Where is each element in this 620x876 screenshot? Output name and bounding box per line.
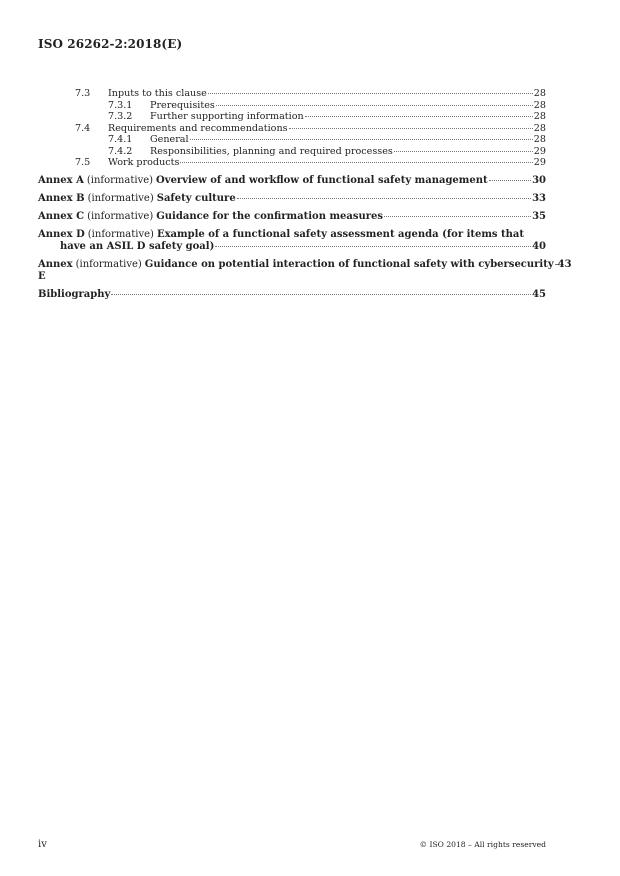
toc-entry-number: 7.4	[75, 122, 91, 134]
toc-entry-number: 7.3.1	[108, 99, 133, 111]
annex-page: 35	[532, 210, 546, 222]
annex-kind: (informative)	[86, 174, 154, 186]
dot-leader	[384, 216, 531, 217]
toc-entry[interactable]	[38, 123, 546, 135]
toc-entry-number: 7.4.1	[108, 134, 133, 145]
toc-entry-title: Work products	[108, 157, 180, 168]
document-id: ISO 26262-2:2018(E)	[38, 37, 183, 51]
toc-entry-page: 28	[533, 111, 546, 122]
annex-title-continued: have an ASIL D safety goal)	[60, 240, 215, 252]
annex-label: Annex D	[38, 228, 85, 240]
annex-title: Safety culture	[156, 192, 236, 204]
dot-leader	[215, 246, 531, 247]
toc-entry-number: 7.5	[75, 157, 91, 168]
page-number: iv	[38, 839, 47, 850]
toc-entry[interactable]	[38, 111, 546, 123]
annex-page: 43	[557, 258, 572, 270]
annex-page: 40	[532, 240, 546, 252]
toc-entry-page: 29	[533, 157, 546, 168]
toc-entry[interactable]	[38, 100, 546, 112]
toc-entry-number: 7.4.2	[108, 145, 133, 157]
annex-kind: (informative)	[75, 258, 142, 270]
toc-entry[interactable]	[38, 88, 546, 100]
toc-entry-title: Requirements and recommendations	[108, 122, 288, 134]
annex-kind: (informative)	[87, 210, 154, 222]
dot-leader	[216, 105, 533, 106]
toc-annex-a[interactable]	[38, 175, 546, 187]
toc-entry-page: 28	[533, 99, 546, 111]
toc-annex-c[interactable]	[38, 211, 546, 223]
toc-entry-title: Further supporting information	[150, 111, 304, 122]
toc-entry[interactable]	[38, 157, 546, 169]
dot-leader	[305, 116, 533, 117]
dot-leader	[190, 139, 533, 140]
copyright-notice: © ISO 2018 – All rights reserved	[419, 840, 546, 849]
annex-page: 30	[532, 174, 546, 186]
bibliography-title: Bibliography	[38, 288, 111, 300]
toc-entry[interactable]	[38, 134, 546, 146]
toc-annex-d[interactable]	[38, 229, 546, 253]
annex-title: Overview of and workflow of functional safety management	[156, 174, 488, 186]
annex-label: Annex E	[38, 258, 73, 282]
annex-page: 33	[532, 192, 546, 204]
toc-entry-title: General	[150, 134, 189, 145]
dot-leader	[111, 294, 531, 295]
toc-entry-number: 7.3.2	[108, 111, 133, 122]
toc-entry-number: 7.3	[75, 88, 91, 99]
annex-kind: (informative)	[87, 228, 154, 240]
dot-leader	[394, 151, 533, 152]
annex-title: Guidance on potential interaction of functional safety with cybersecurity	[144, 258, 554, 270]
toc-entry-page: 28	[533, 88, 546, 99]
annex-title: Guidance for the confirmation measures	[156, 210, 384, 222]
toc-bibliography[interactable]	[38, 289, 546, 301]
annex-label: Annex A	[38, 174, 84, 186]
toc-entry-page: 29	[533, 145, 546, 157]
dot-leader	[208, 93, 533, 94]
dot-leader	[489, 180, 531, 181]
dot-leader	[180, 162, 532, 163]
toc-annex-b[interactable]	[38, 193, 546, 205]
dot-leader	[555, 264, 557, 265]
bibliography-page: 45	[532, 288, 546, 300]
toc-annex-e[interactable]	[38, 258, 572, 283]
annex-title: Example of a functional safety assessment agenda (for items that	[156, 228, 525, 240]
toc-entry-page: 28	[533, 122, 546, 134]
table-of-contents	[38, 88, 572, 301]
annex-label: Annex B	[38, 192, 85, 204]
annex-kind: (informative)	[87, 192, 154, 204]
annex-label: Annex C	[38, 210, 85, 222]
toc-entry-title: Responsibilities, planning and required processes	[150, 145, 393, 157]
dot-leader	[237, 198, 531, 199]
dot-leader	[289, 128, 533, 129]
toc-entry-page: 28	[533, 134, 546, 145]
toc-entry-title: Inputs to this clause	[108, 88, 207, 99]
toc-entry[interactable]	[38, 146, 546, 158]
toc-entry-title: Prerequisites	[150, 99, 215, 111]
